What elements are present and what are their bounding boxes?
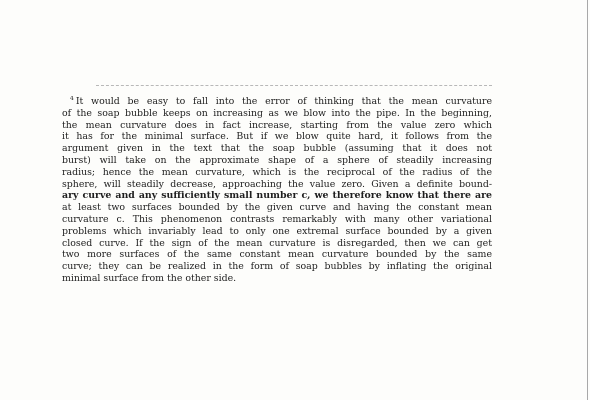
footnote-line: at least two surfaces bounded by the given curve and having the constant mean — [62, 202, 492, 214]
footnote-line: of the soap bubble keeps on increasing as we blow into the pipe. In the beginning, — [62, 107, 492, 119]
footnote-line: curvature c. This phenomenon contrasts remarkably with many other variational — [62, 213, 492, 225]
footnote-line: burst) will take on the approximate shape of a sphere of steadily increasing — [62, 154, 492, 166]
footnote-marker: 4 — [70, 96, 74, 102]
footnote-line: argument given in the text that the soap bubble (assuming that it does not — [62, 143, 492, 155]
footnote-line: $^4$ It would be easy to fall into the error of thinking that the mean curvature — [70, 96, 492, 107]
footnote-line: the mean curvature does in fact increase, starting from the value zero which — [62, 119, 492, 131]
footnote-separator-rule — [96, 85, 492, 86]
footnote-line: minimal surface from the other side. — [62, 272, 237, 284]
page-edge-line — [587, 0, 588, 400]
footnote-line: two more surfaces of the same constant mean curvature bounded by the same — [62, 249, 492, 261]
footnote-line: problems which invariably lead to only one extremal surface bounded by a given — [62, 225, 492, 237]
footnote-line: it has for the minimal surface. But if we blow quite hard, it follows from the — [62, 131, 492, 143]
footnote-line: radius; hence the mean curvature, which is the reciprocal of the radius of the — [62, 166, 492, 178]
footnote-line: closed curve. If the sign of the mean curvature is disregarded, then we can get — [62, 237, 492, 249]
footnote — [62, 96, 492, 285]
footnote-line: ary curve and any sufficiently small number c, we therefore know that there are — [62, 190, 492, 202]
footnote-line: curve; they can be realized in the form of soap bubbles by inflating the original — [62, 261, 492, 273]
footnote-line: sphere, will steadily decrease, approaching the value zero. Given a definite bound- — [62, 178, 492, 190]
